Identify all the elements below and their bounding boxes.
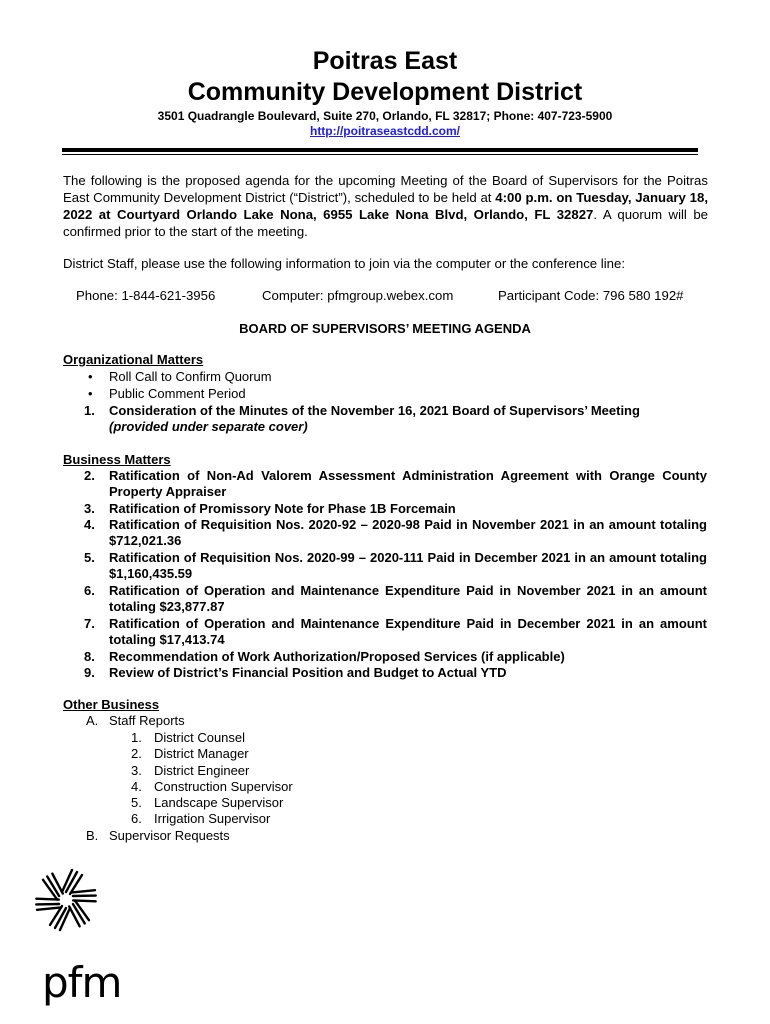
- header-divider-thin: [62, 154, 698, 155]
- meeting-time-location: 4:00 p.m. on Tuesday, January 18, 2022 at Courtyard Orlando Lake Nona, 6955 Lake Nona Blvd, Orlando, FL 32827: [63, 190, 708, 222]
- conference-computer: Computer: pfmgroup.webex.com: [262, 288, 454, 303]
- agenda-item-requisition-november: Ratification of Requisition Nos. 2020-92 – 2020-98 Paid in November 2021 in an amount totaling $712,021.36: [109, 517, 707, 549]
- agenda-item-number: 9.: [84, 665, 95, 680]
- staff-note: District Staff, please use the following information to join via the computer or the conference line:: [63, 256, 625, 271]
- agenda-item-text: Consideration of the Minutes of the November 16, 2021 Board of Supervisors’ Meeting: [109, 403, 640, 418]
- agenda-item-number: 4.: [84, 517, 95, 532]
- agenda-item-work-authorization: Recommendation of Work Authorization/Proposed Services (if applicable): [109, 649, 565, 664]
- pfm-logo-text: pfm: [42, 958, 122, 1007]
- list-number: 5.: [131, 795, 142, 810]
- agenda-item-requisition-december: Ratification of Requisition Nos. 2020-99 – 2020-111 Paid in December 2021 in an amount totaling $1,160,435.59: [109, 550, 707, 582]
- agenda-title: BOARD OF SUPERVISORS’ MEETING AGENDA: [239, 321, 531, 336]
- list-number: 4.: [131, 779, 142, 794]
- section-heading-other: Other Business: [63, 697, 160, 712]
- staff-report-district-engineer: District Engineer: [154, 763, 250, 778]
- staff-report-construction-supervisor: Construction Supervisor: [154, 779, 293, 794]
- agenda-item-number: 3.: [84, 501, 95, 516]
- agenda-item-number: 8.: [84, 649, 95, 664]
- agenda-item-number: 5.: [84, 550, 95, 565]
- header-divider-thick: [62, 148, 698, 152]
- agenda-item-number: 6.: [84, 583, 95, 598]
- agenda-item-number: 1.: [84, 403, 95, 418]
- section-heading-business: Business Matters: [63, 452, 171, 467]
- agenda-item-minutes: [109, 403, 707, 436]
- district-name: Poitras East: [312, 47, 458, 75]
- bullet: •: [88, 369, 93, 384]
- intro-quorum-text: . A quorum will be confirmed prior to the start of the meeting.: [63, 207, 709, 239]
- intro-paragraph: [63, 172, 708, 240]
- agenda-item-number: 7.: [84, 616, 95, 631]
- staff-report-district-counsel: District Counsel: [154, 730, 246, 745]
- agenda-item-om-december: Ratification of Operation and Maintenance Expenditure Paid in December 2021 in an amount totaling $17,413.74: [109, 616, 707, 648]
- agenda-item-note: (provided under separate cover): [109, 419, 308, 435]
- pfm-logo-icon: [34, 868, 98, 932]
- agenda-bullet-roll-call: Roll Call to Confirm Quorum: [109, 369, 272, 384]
- agenda-item-staff-reports: Staff Reports: [109, 713, 185, 728]
- agenda-item-assessment-agreement: Ratification of Non-Ad Valorem Assessment Administration Agreement with Orange County Property Appraiser: [109, 468, 707, 500]
- agenda-bullet-public-comment: Public Comment Period: [109, 386, 246, 401]
- list-number: 1.: [131, 730, 142, 745]
- list-letter: A.: [86, 713, 99, 728]
- conference-participant-code: Participant Code: 796 580 192#: [498, 288, 684, 303]
- intro-text: The following is the proposed agenda for the upcoming Meeting of the Board of Supervisors for the Poitras East Community Development District (“District”), scheduled to be held at: [63, 173, 708, 205]
- staff-report-landscape-supervisor: Landscape Supervisor: [154, 795, 284, 810]
- agenda-item-supervisor-requests: Supervisor Requests: [109, 828, 230, 843]
- agenda-item-number: 2.: [84, 468, 95, 483]
- agenda-item-financial-position: Review of District’s Financial Position and Budget to Actual YTD: [109, 665, 507, 680]
- conference-phone: Phone: 1-844-621-3956: [76, 288, 216, 303]
- agenda-item-om-november: Ratification of Operation and Maintenance Expenditure Paid in November 2021 in an amount totaling $23,877.87: [109, 583, 707, 615]
- staff-report-district-manager: District Manager: [154, 746, 249, 761]
- section-heading-organizational: Organizational Matters: [63, 352, 204, 367]
- district-website-link[interactable]: http://poitraseastcdd.com/: [309, 124, 461, 138]
- bullet: •: [88, 386, 93, 401]
- list-letter: B.: [86, 828, 99, 843]
- list-number: 3.: [131, 763, 142, 778]
- agenda-item-promissory-note: Ratification of Promissory Note for Phase 1B Forcemain: [109, 501, 456, 516]
- district-address: 3501 Quadrangle Boulevard, Suite 270, Orlando, FL 32817; Phone: 407-723-5900: [157, 109, 613, 123]
- district-subtitle: Community Development District: [187, 78, 583, 106]
- staff-report-irrigation-supervisor: Irrigation Supervisor: [154, 811, 271, 826]
- list-number: 2.: [131, 746, 142, 761]
- list-number: 6.: [131, 811, 142, 826]
